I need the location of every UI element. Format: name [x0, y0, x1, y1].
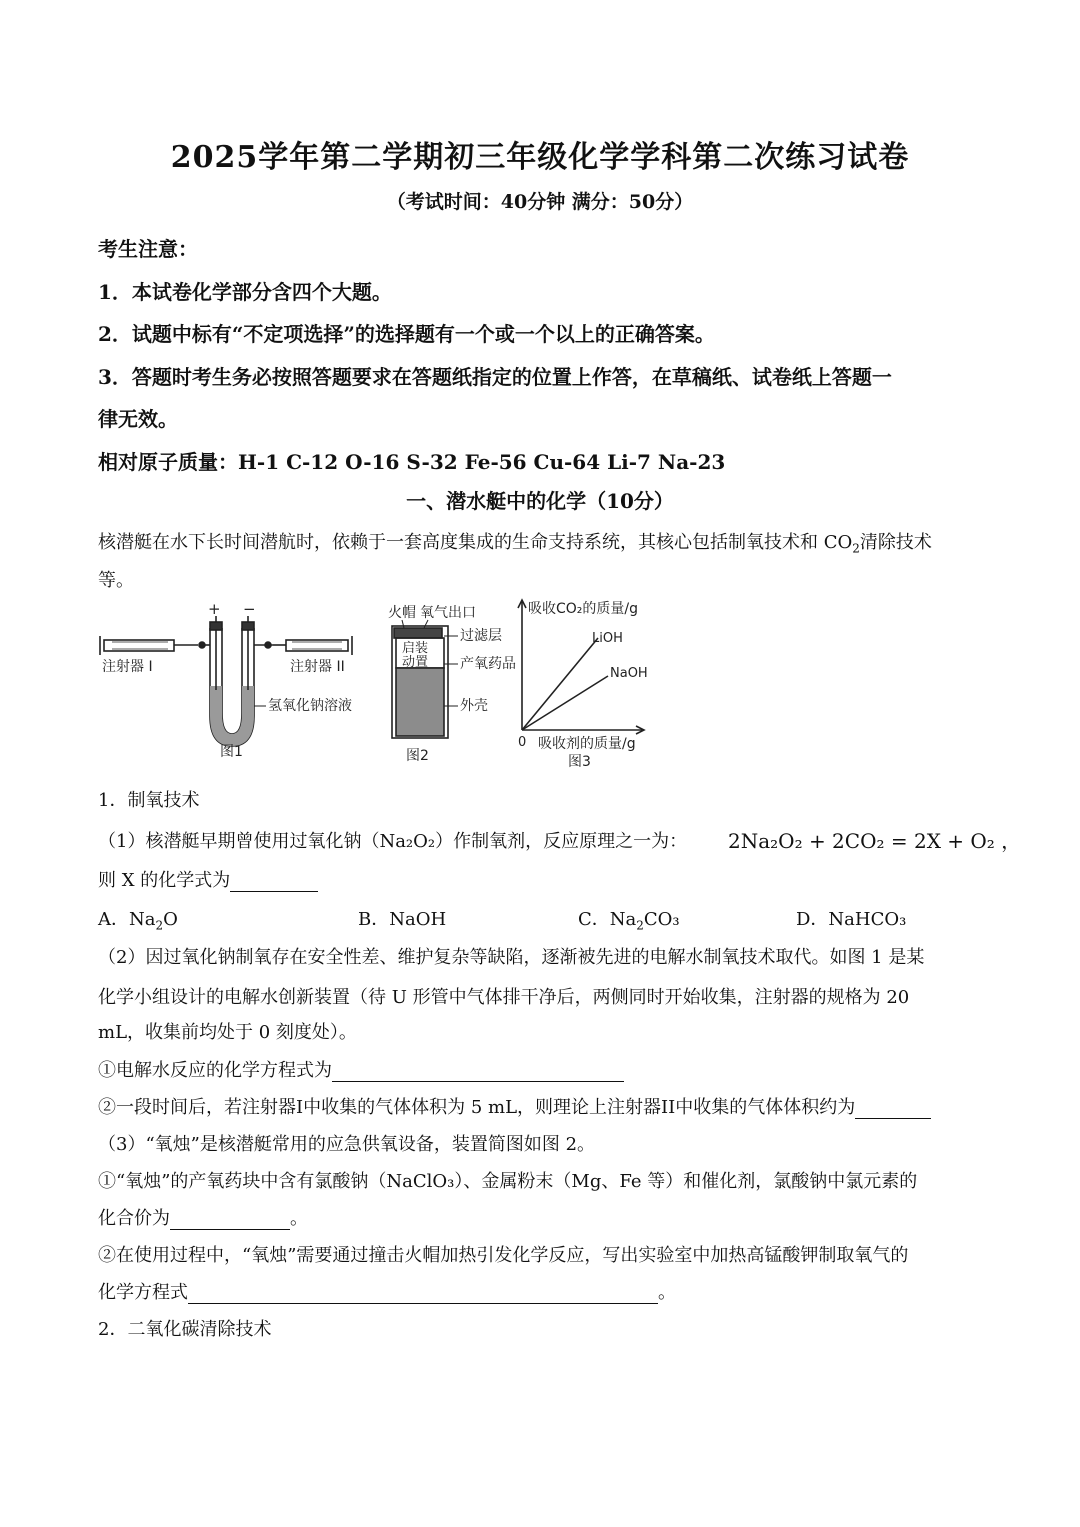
q1-2-line-3: mL，收集前均处于 0 刻度处）。: [98, 1022, 357, 1043]
answer-blank-3[interactable]: [855, 1098, 931, 1119]
notice-item-3-cont: 律无效。: [98, 407, 178, 431]
q1-3-b-line-2: 化学方程式 。: [98, 1282, 676, 1303]
section-heading: 一、潜水艇中的化学（10分）: [406, 489, 674, 513]
fig2-start-label-1: 启装: [402, 641, 429, 656]
fig3-series-lioh: LiOH: [592, 631, 623, 646]
q1-1-text: （1）核潜艇早期曾使用过氧化钠（Na₂O₂）作制氧剂，反应原理之一为：: [98, 831, 688, 852]
fig3-line-lioh: [522, 638, 598, 730]
notice-item-2: 2．试题中标有“不定项选择”的选择题有一个或一个以上的正确答案。: [98, 322, 715, 346]
atomic-masses: 相对原子质量：H-1 C-12 O-16 S-32 Fe-56 Cu-64 Li-7 Na-23: [98, 450, 726, 474]
syringe-right-label: 注射器 II: [290, 659, 345, 675]
answer-blank-2[interactable]: [332, 1061, 624, 1082]
q1-2-b: ②一段时间后，若注射器I中收集的气体体积为 5 mL，则理论上注射器II中收集的气体体积约为: [98, 1093, 931, 1119]
fig3-origin: 0: [518, 735, 527, 750]
notice-item-3: 3．答题时考生务必按照答题要求在答题纸指定的位置上作答，在草稿纸、试卷纸上答题一: [98, 365, 892, 389]
syringe-left-label: 注射器 I: [102, 659, 153, 675]
fig2-cap-label: 火帽: [388, 605, 416, 621]
minus-sign: −: [243, 600, 256, 618]
q1-2-line-2: 化学小组设计的电解水创新装置（待 U 形管中气体排干净后，两侧同时开始收集，注射器的规格为 20: [98, 987, 910, 1008]
option-c[interactable]: C．$Na_2CO_3$: [578, 909, 680, 933]
q1-3-a-line-1: ①“氧烛”的产氧药块中含有氯酸钠（NaClO₃）、金属粉末（Mg、Fe 等）和催化剂，氯酸钠中氯元素的: [98, 1171, 918, 1192]
answer-blank-1[interactable]: [230, 871, 318, 892]
answer-blank-4[interactable]: [170, 1209, 290, 1230]
page-title: 2025学年第二学期初三年级化学学科第二次练习试卷: [170, 140, 910, 175]
intro-line-1: 核潜艇在水下长时间潜航时，依赖于一套高度集成的生命支持系统，其核心包括制氧技术和 $CO_2$清除技术: [98, 532, 932, 556]
q1-3-heading: （3）“氧烛”是核潜艇常用的应急供氧设备，装置简图如图 2。: [98, 1134, 596, 1155]
fig2-outlet-label: 氧气出口: [420, 605, 476, 621]
fig1-caption: 图1: [220, 744, 243, 760]
option-b[interactable]: B．NaOH: [358, 909, 447, 930]
intro-line-2: 等。: [98, 570, 134, 591]
q2-heading: 2．二氧化碳清除技术: [98, 1319, 272, 1340]
notice-heading: 考生注意：: [98, 237, 198, 261]
q1-3-a-line-2: 化合价为 。: [98, 1208, 308, 1229]
q1-1-equation: 2Na₂O₂ + 2CO₂ = 2X + O₂ ，: [728, 829, 1022, 853]
figure-2: [392, 620, 458, 738]
figure-1: [100, 616, 352, 746]
fig3-ylabel: 吸收CO₂的质量/g: [528, 601, 639, 617]
fig2-filter-label: 过滤层: [460, 628, 502, 644]
plus-sign: +: [208, 600, 221, 618]
fig3-series-naoh: NaOH: [610, 666, 648, 681]
q1-3-b-line-1: ②在使用过程中，“氧烛”需要通过撞击火帽加热引发化学反应，写出实验室中加热高锰酸钾制取氧气的: [98, 1245, 909, 1266]
notice-item-1: 1．本试卷化学部分含四个大题。: [98, 280, 392, 304]
answer-blank-5[interactable]: [188, 1283, 658, 1304]
solution-label: 氢氧化钠溶液: [268, 698, 352, 714]
fig3-caption: 图3: [568, 754, 591, 770]
option-d[interactable]: D．NaHCO₃: [796, 909, 907, 930]
figures-group: [98, 598, 658, 773]
fig2-start-label-2: 动置: [402, 655, 429, 670]
option-a[interactable]: A．$Na_2O$: [98, 909, 178, 933]
exam-info: （考试时间：40分钟 满分：50分）: [386, 191, 694, 213]
q1-1-text2: 则 X 的化学式为: [98, 866, 318, 892]
fig3-line-naoh: [522, 676, 608, 730]
fig2-caption: 图2: [406, 748, 429, 764]
fig2-shell-label: 外壳: [460, 698, 488, 714]
q1-2-a: ①电解水反应的化学方程式为: [98, 1056, 624, 1082]
fig2-drug-label: 产氧药品: [460, 656, 516, 672]
q1-2-line-1: （2）因过氧化钠制氧存在安全性差、维护复杂等缺陷，逐渐被先进的电解水制氧技术取代。如图 1 是某: [98, 947, 925, 968]
fig3-xlabel: 吸收剂的质量/g: [538, 736, 636, 752]
q1-heading: 1．制氧技术: [98, 790, 200, 811]
